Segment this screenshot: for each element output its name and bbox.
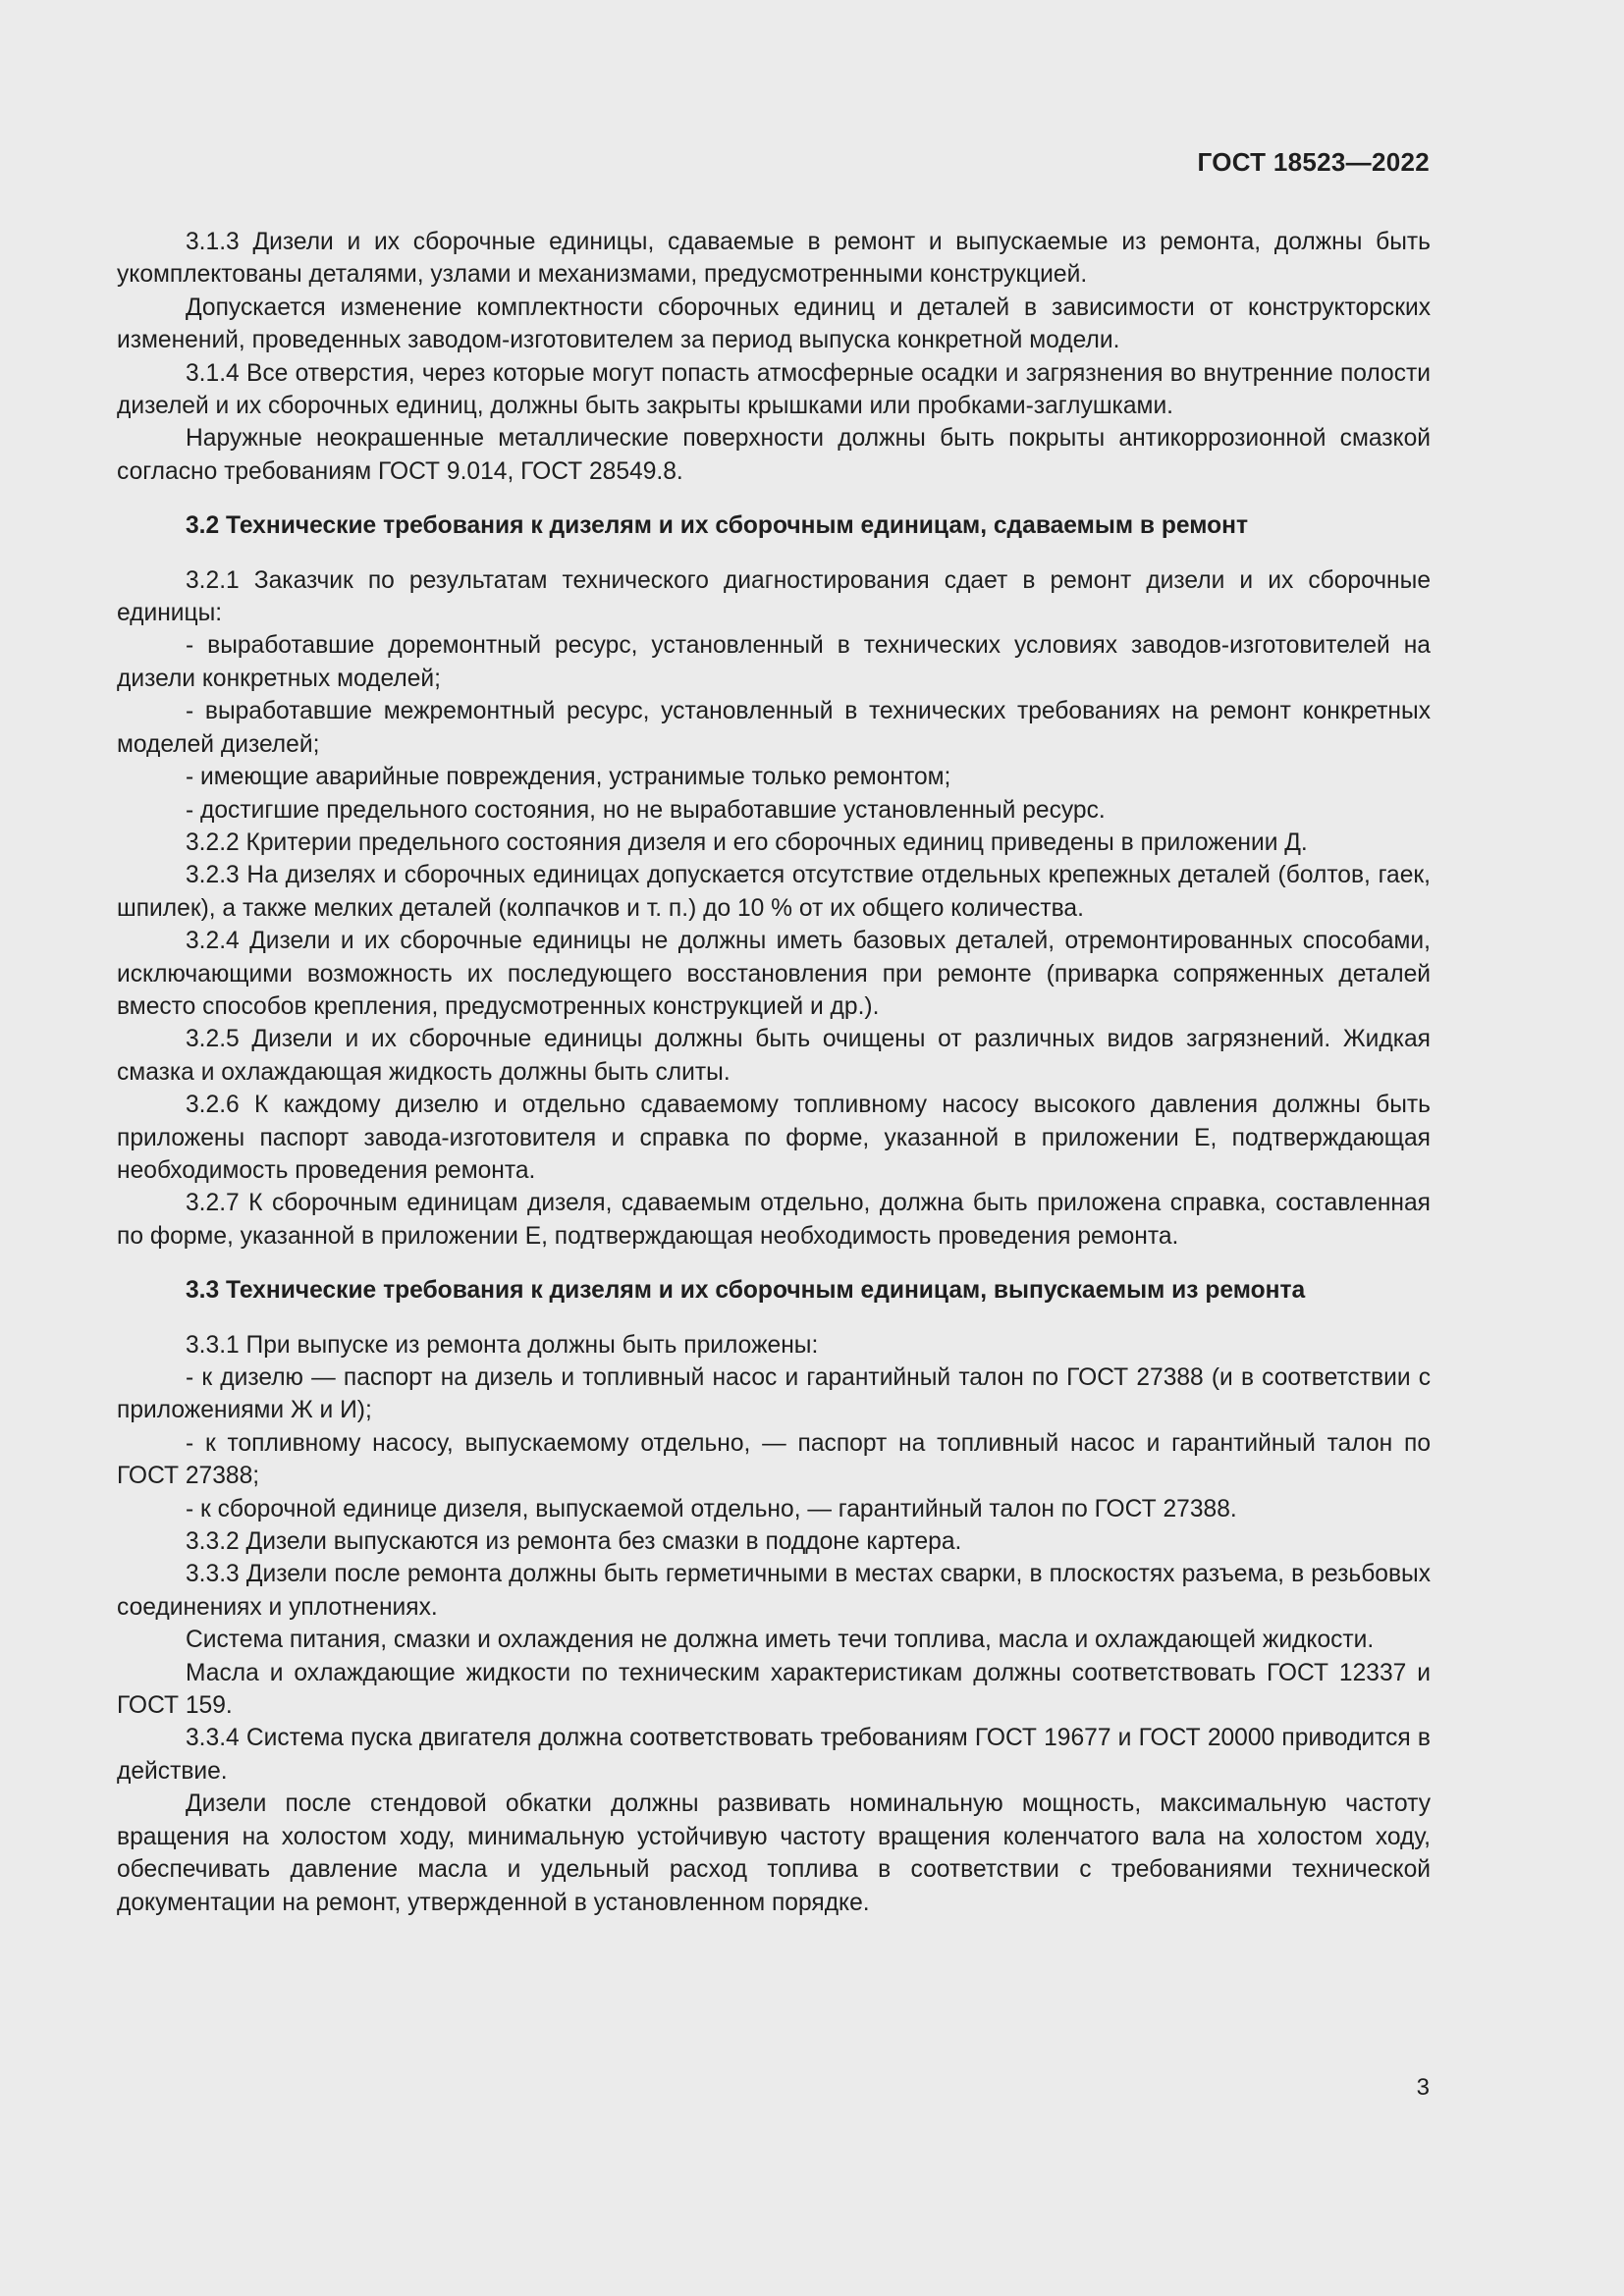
list-item: - к сборочной единице дизеля, выпускаемой отдельно, — гарантийный талон по ГОСТ 27388. (186, 1495, 1237, 1522)
paragraph-supply-system: Система питания, смазки и охлаждения не должна иметь течи топлива, масла и охлаждающей жидкости. (186, 1627, 1375, 1654)
paragraph-completeness-change: Допускается изменение комплектности сборочных единиц и деталей в зависимости от конструкторских изменений, проведенных заводом-изготовителем за период выпуска конкретной модели. (117, 294, 1431, 354)
paragraph-3-2-2: 3.2.2 Критерии предельного состояния дизеля и его сборочных единиц приведены в приложении Д. (186, 828, 1308, 856)
paragraph-3-3-1: 3.3.1 При выпуске из ремонта должны быть приложены: (186, 1331, 819, 1359)
paragraph-bench-running: Дизели после стендовой обкатки должны развивать номинальную мощность, максимальную частоту вращения на холостом ходу, минимальную устойчивую частоту вращения коленчатого вала на холостом ходу, обеспечивать давление масла и удельный расход топлива в соответствии с требованиями технической документации на ремонт, утвержденной в установленном порядке. (117, 1790, 1431, 1916)
document-body (117, 226, 1431, 1919)
paragraph-3-3-3: 3.3.3 Дизели после ремонта должны быть герметичными в местах сварки, в плоскостях разъема, в резьбовых соединениях и уплотнениях. (117, 1561, 1431, 1621)
list-item: - к топливному насосу, выпускаемому отдельно, — паспорт на топливный насос и гарантийный талон по ГОСТ 27388; (117, 1429, 1431, 1490)
paragraph-oils-coolants: Масла и охлаждающие жидкости по техническим характеристикам должны соответствовать ГОСТ 12337 и ГОСТ 159. (117, 1659, 1431, 1720)
paragraph-3-2-4: 3.2.4 Дизели и их сборочные единицы не должны иметь базовых деталей, отремонтированных способами, исключающими возможность их последующего восстановления при ремонте (приварка сопряженных деталей вместо способов крепления, предусмотренных конструкцией и др.). (117, 928, 1431, 1020)
paragraph-3-2-7: 3.2.7 К сборочным единицам дизеля, сдаваемым отдельно, должна быть приложена справка, составленная по форме, указанной в приложении Е, подтверждающая необходимость проведения ремонта. (117, 1190, 1431, 1250)
paragraph-3-1-3: 3.1.3 Дизели и их сборочные единицы, сдаваемые в ремонт и выпускаемые из ремонта, должны быть укомплектованы деталями, узлами и механизмами, предусмотренными конструкцией. (117, 229, 1431, 289)
paragraph-3-1-4: 3.1.4 Все отверстия, через которые могут попасть атмосферные осадки и загрязнения во внутренние полости дизелей и их сборочных единиц, должны быть закрыты крышками или пробками-заглушками. (117, 359, 1431, 420)
section-heading-3-3: 3.3 Технические требования к дизелям и их сборочным единицам, выпускаемым из ремонта (186, 1277, 1306, 1305)
list-item: - достигшие предельного состояния, но не выработавшие установленный ресурс. (186, 796, 1106, 824)
paragraph-anticorrosion: Наружные неокрашенные металлические поверхности должны быть покрыты антикоррозионной смазкой согласно требованиям ГОСТ 9.014, ГОСТ 28549.8. (117, 425, 1431, 485)
section-heading-3-2: 3.2 Технические требования к дизелям и их сборочным единицам, сдаваемым в ремонт (186, 512, 1249, 540)
list-item: - выработавшие доремонтный ресурс, установленный в технических условиях заводов-изготовителей на дизели конкретных моделей; (117, 632, 1431, 692)
paragraph-3-2-1: 3.2.1 Заказчик по результатам технического диагностирования сдает в ремонт дизели и их сборочные единицы: (117, 566, 1431, 627)
paragraph-3-3-4: 3.3.4 Система пуска двигателя должна соответствовать требованиям ГОСТ 19677 и ГОСТ 20000 приводится в действие. (117, 1725, 1431, 1785)
paragraph-3-2-6: 3.2.6 К каждому дизелю и отдельно сдаваемому топливному насосу высокого давления должны быть приложены паспорт завода-изготовителя и справка по форме, указанной в приложении Е, подтверждающая необходимость проведения ремонта. (117, 1092, 1431, 1184)
list-item: - выработавшие межремонтный ресурс, установленный в технических требованиях на ремонт конкретных моделей дизелей; (117, 698, 1431, 758)
list-item: - имеющие аварийные повреждения, устранимые только ремонтом; (186, 764, 951, 791)
list-item: - к дизелю — паспорт на дизель и топливный насос и гарантийный талон по ГОСТ 27388 (и в соответствии с приложениями Ж и И); (117, 1364, 1431, 1424)
page-number: 3 (1416, 2074, 1430, 2101)
paragraph-3-2-3: 3.2.3 На дизелях и сборочных единицах допускается отсутствие отдельных крепежных деталей (болтов, гаек, шпилек), а также мелких деталей (колпачков и т. п.) до 10 % от их общего количества. (117, 862, 1431, 922)
paragraph-3-3-2: 3.3.2 Дизели выпускаются из ремонта без смазки в поддоне картера. (186, 1528, 962, 1556)
paragraph-3-2-5: 3.2.5 Дизели и их сборочные единицы должны быть очищены от различных видов загрязнений. Жидкая смазка и охлаждающая жидкость должны быть слиты. (117, 1026, 1431, 1086)
document-header: ГОСТ 18523—2022 (1197, 147, 1430, 177)
